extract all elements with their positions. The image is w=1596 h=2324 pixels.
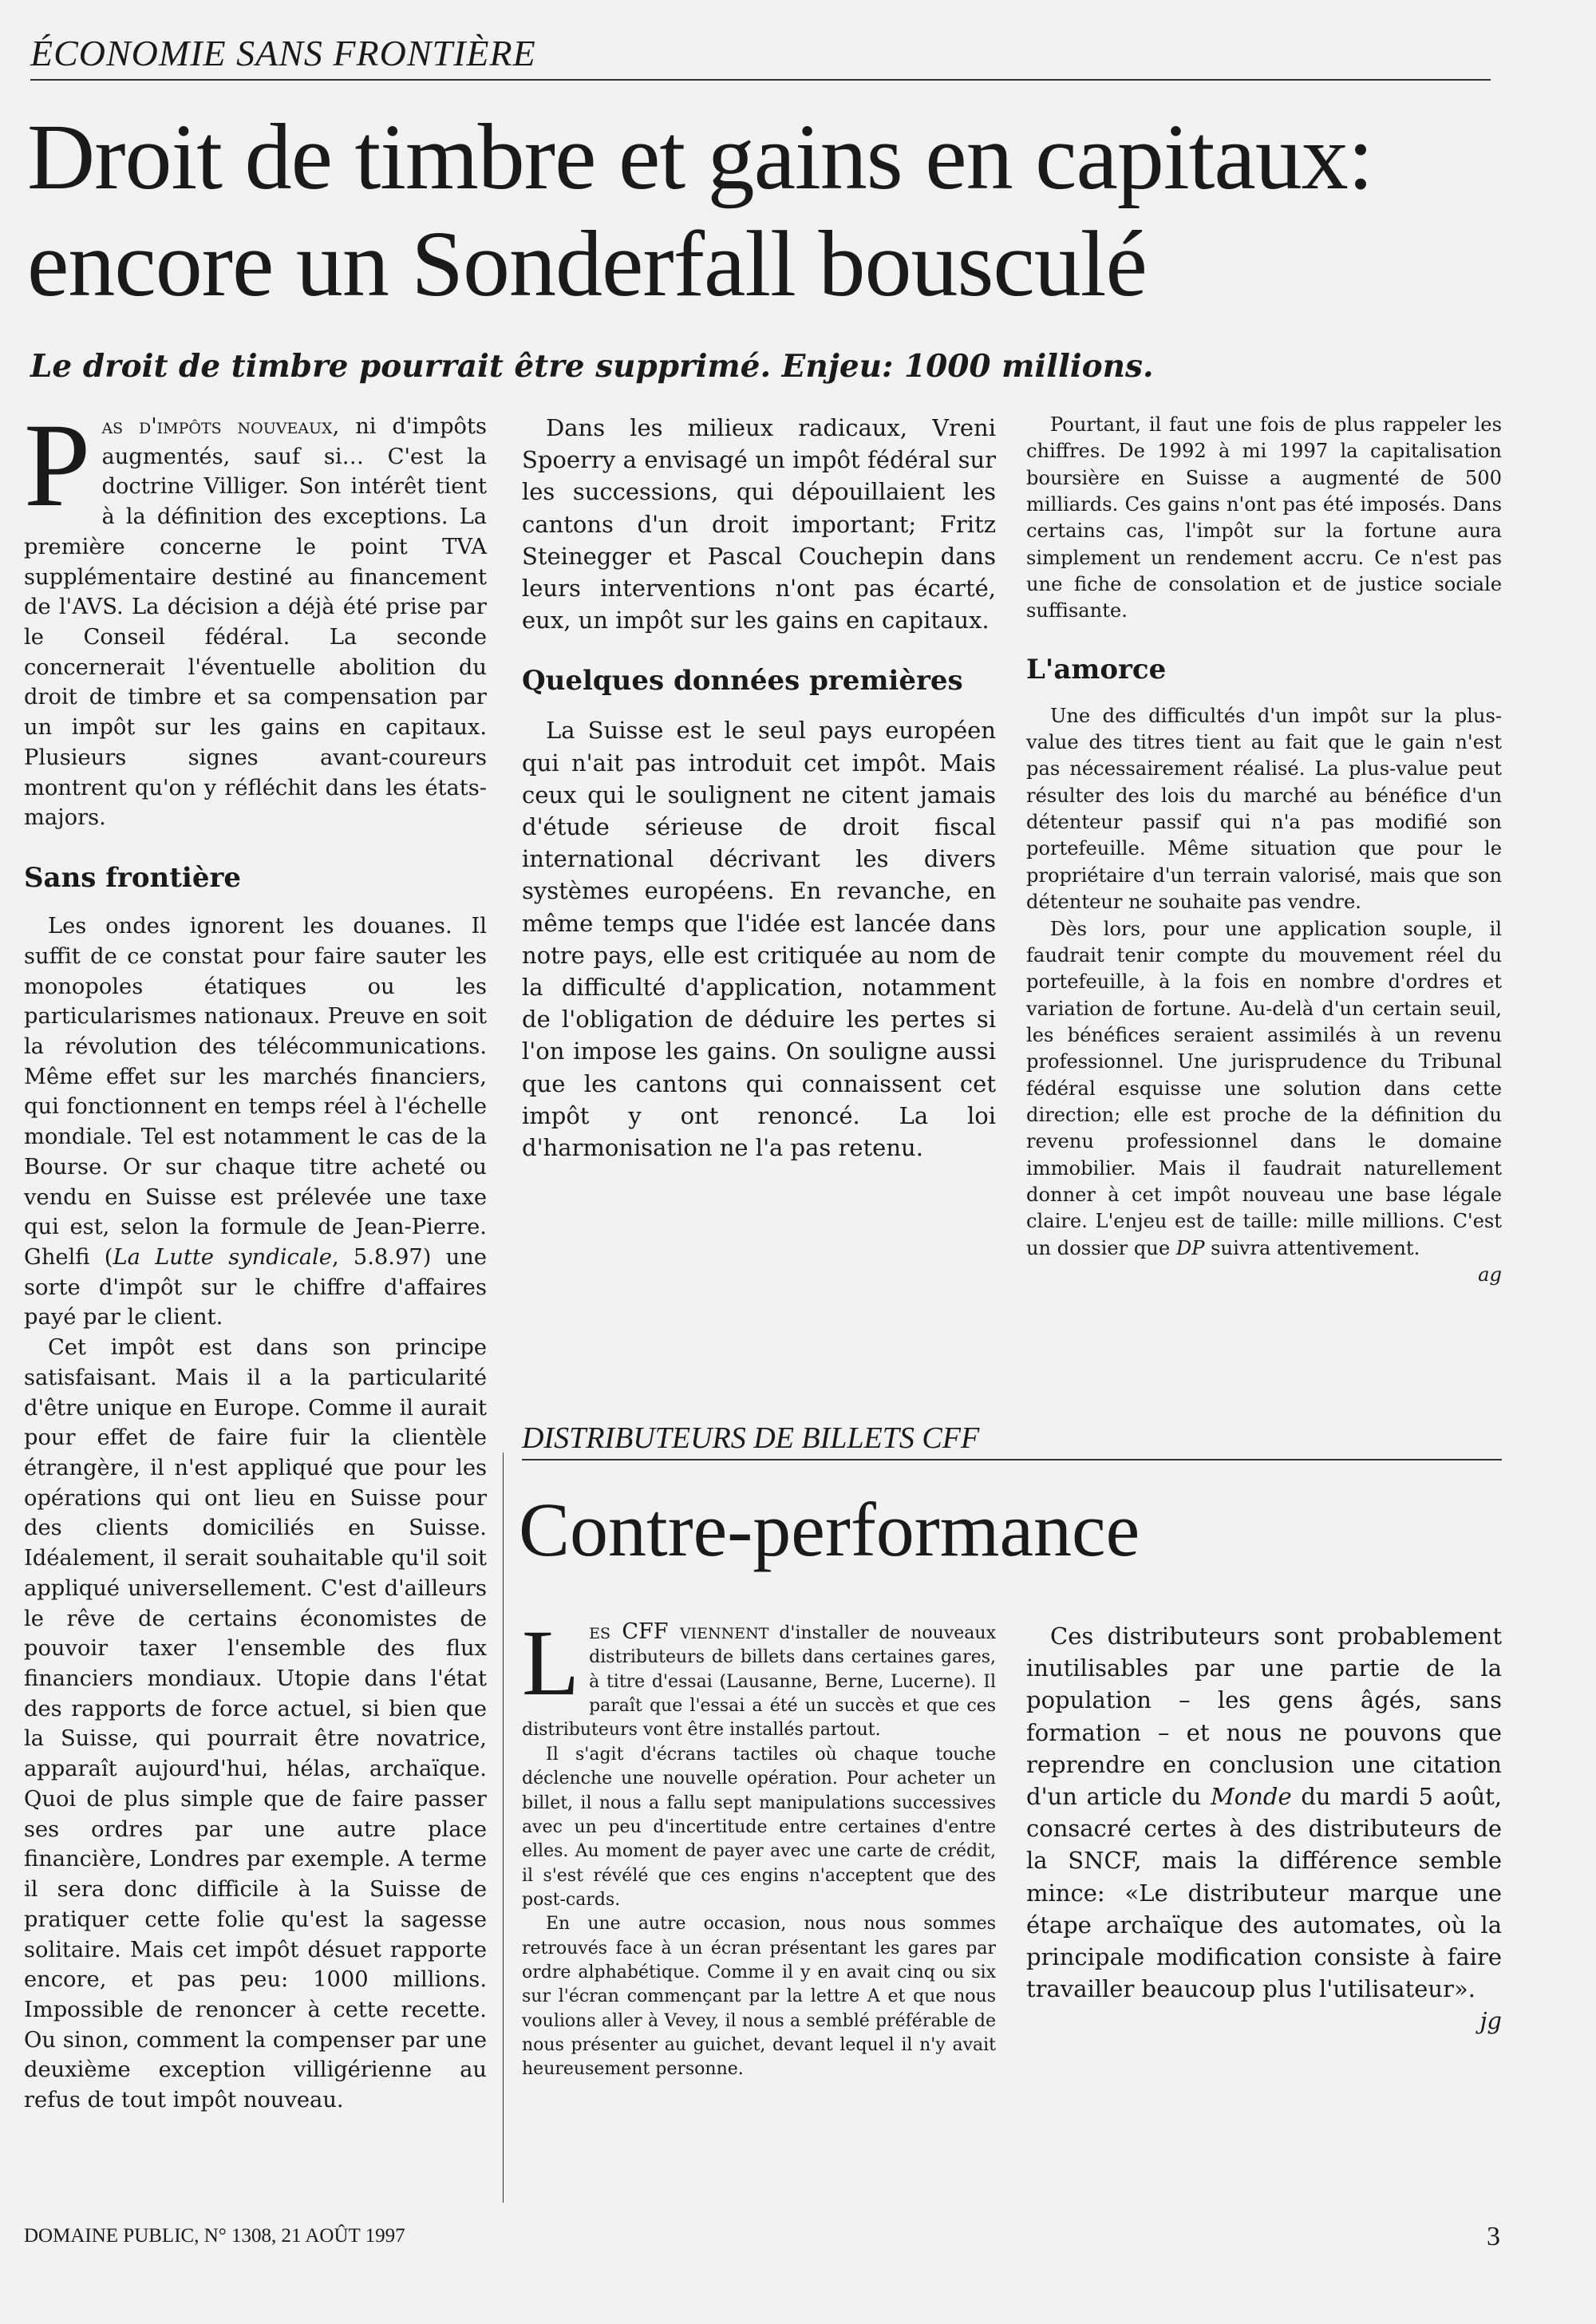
- paragraph: La Suisse est le seul pays européen qui n'ait pas introduit cet impôt. Mais ceux qui le soulignent ne citent jamais d'étude sérieuse de droit fiscal international décrivant les divers systèmes européens. En revanche, en même temps que l'idée est lancée dans notre pays, elle est critiquée au nom de la difficulté d'application, notamment de l'obligation de déduire les pertes si l'on impose les gains. On souligne aussi que les cantons qui connaissent cet impôt y ont renoncé. La loi d'harmonisation ne l'a pas retenu.: [522, 717, 996, 1162]
- intro-text: , ni d'impôts augmentés, sauf si… C'est la doctrine Villiger. Son intérêt tient à la définition des exceptions. La première concerne le point TVA supplémentaire destiné au financement de l'AVS. La décision a déjà été prise par le Conseil fédéral. La seconde concernerait l'éventuelle abolition du droit de timbre et sa compensation par un impôt sur les gains en capitaux. Plusieurs signes avant-coureurs montrent qu'on y réfléchit dans les états-majors.: [24, 414, 487, 831]
- section-rubric-2: DISTRIBUTEURS DE BILLETS CFF: [522, 1421, 1502, 1460]
- lead-smallcaps: as d'impôts nouveaux: [101, 414, 333, 439]
- article2-column-2: [1026, 1620, 1502, 2037]
- paragraph: Dans les milieux radicaux, Vreni Spoerry a envisagé un impôt fédéral sur les successions, qui dépouillaient les cantons d'un droit important; Fritz Steinegger et Pascal Couchepin dans leurs interventions n'ont pas écarté, eux, un impôt sur les gains en capitaux.: [522, 414, 996, 634]
- paragraph-text: , 5.8.97) une sorte d'impôt sur le chiffre d'affaires payé par le client.: [24, 1244, 487, 1330]
- page-footer: [24, 2222, 1500, 2251]
- section-heading: Quelques données premières: [522, 665, 963, 698]
- paragraph: Cet impôt est dans son principe satisfaisant. Mais il a la particularité d'être unique en Europe. Comme il aurait pour effet de faire fuir la clientèle étrangère, il n'est appliqué que pour les opérations qui ont lieu en Suisse pour des clients domiciliés en Suisse. Idéalement, il serait souhaitable qu'il soit appliqué universellement. C'est d'ailleurs le rêve de certains économistes de pouvoir taxer l'ensemble des flux financiers mondiaux. Utopie dans l'état des rapports de force actuel, si bien que la Suisse, qui pourrait être novatrice, apparaît aujourd'hui, hélas, archaïque. Quoi de plus simple que de faire passer ses ordres par une autre place financière, Londres par exemple. A terme il sera donc difficile à la Suisse de pratiquer cette folie qu'est la sagesse solitaire. Mais cet impôt désuet rapporte encore, et pas peu: 1000 millions. Impossible de renoncer à cette recette. Ou sinon, comment la compenser par une deuxième exception villigérienne au refus de tout impôt nouveau.: [24, 1335, 487, 2113]
- paragraph: En une autre occasion, nous nous sommes retrouvés face à un écran présentant les gares par ordre alphabétique. Comme il y en avait cinq ou six sur l'écran commençant par la lettre A et que nous voulions aller à Vevey, il nous a semblé préférable de nous présenter au guichet, devant lequel il n'y avait heureusement personne.: [522, 1914, 996, 2080]
- paragraph: Pourtant, il faut une fois de plus rappeler les chiffres. De 1992 à mi 1997 la capitalisation boursière en Suisse a augmenté de 500 milliards. Ces gains n'ont pas été imposés. Dans certains cas, l'impôt sur la fortune aura simplement un rendement accru. Ce n'est pas une fiche de consolation et de justice sociale suffisante.: [1026, 413, 1502, 622]
- citation: La Lutte syndicale: [113, 1244, 332, 1270]
- paragraph: [24, 911, 487, 1333]
- paragraph-text: Dès lors, pour une application souple, il faudrait tenir compte du mouvement réel du portefeuille, à la fois en nombre d'ordres et variation de fortune. Au-delà d'un certain seuil, les bénéfices seraient assimilés à un revenu professionnel. Une jurisprudence du Tribunal fédéral esquisse une solution dans cette direction; elle est proche de la définition du revenu professionnel dans le domaine immobilier. Mais il faudrait naturellement donner à cet impôt nouveau une base légale claire. L'enjeu est de taille: mille millions. C'est un dossier que: [1026, 917, 1502, 1259]
- paragraph-text: Ces distributeurs sont probablement inutilisables par une partie de la population – les gens âgés, sans formation – et nous ne pouvons que reprendre en conclusion une citation d'un article du: [1026, 1622, 1502, 1811]
- headline-line-2: encore un Sonderfall bousculé: [27, 211, 1147, 316]
- paragraph-text: suivra attentivement.: [1204, 1236, 1420, 1259]
- lead-smallcaps: es CFF viennent: [589, 1619, 769, 1644]
- citation: Monde: [1211, 1783, 1292, 1811]
- article-column-2: [522, 412, 996, 1164]
- author-signature: ag: [1478, 1263, 1502, 1286]
- article-headline: [27, 104, 1543, 318]
- column-divider: [503, 1452, 504, 2203]
- headline-line-1: Droit de timbre et gains en capitaux:: [27, 105, 1373, 209]
- section-heading: Sans frontière: [24, 862, 242, 895]
- article2-column-1: [522, 1611, 996, 2082]
- author-signature: jg: [1479, 2007, 1502, 2035]
- drop-cap: L: [522, 1611, 580, 1715]
- publication-info: DOMAINE PUBLIC, N° 1308, 21 AOÛT 1997: [24, 2225, 405, 2247]
- article-deck: Le droit de timbre pourrait être supprimé. Enjeu: 1000 millions.: [30, 348, 1154, 385]
- paragraph: Une des difficultés d'un impôt sur la plus-value des titres tient au fait que le gain n'est pas nécessairement réalisé. La plus-value peut résulter des lois du marché au bénéfice d'un détenteur passif qui n'a pas modifié son portefeuille. Même situation que pour le propriétaire d'un terrain valorisé, mais que son détenteur ne souhaite pas vendre.: [1026, 704, 1502, 914]
- intro-text: d'installer de nouveaux distributeurs de billets dans certaines gares, à titre d'essai (Lausanne, Berne, Lucerne). Il paraît que l'essai a été un succès et que ces distributeurs vont être installés partout.: [522, 1623, 996, 1741]
- drop-cap: P: [24, 399, 91, 532]
- intro-paragraph: [522, 1611, 996, 1743]
- article-column-3: [1026, 412, 1502, 1288]
- section-heading: L'amorce: [1026, 653, 1167, 686]
- dp-abbrev: DP: [1175, 1236, 1205, 1259]
- paragraph: [1026, 916, 1502, 1262]
- paragraph-text: du mardi 5 août, consacré certes à des distributeurs de la SNCF, mais la différence semble mince: «Le distributeur marque une étape archaïque des automates, où la principale modification consiste à faire travailler beaucoup plus l'utilisateur».: [1026, 1783, 1502, 2003]
- article-headline-2: Contre-performance: [519, 1487, 1140, 1572]
- paragraph: [1026, 1620, 1502, 2005]
- paragraph: Il s'agit d'écrans tactiles où chaque touche déclenche une nouvelle opération. Pour acheter un billet, il nous a fallu sept manipulations successives avec un peu d'incertitude entre certaines d'entre elles. Au moment de payer avec une carte de crédit, il s'est révélé que ces engins n'acceptent que des post-cards.: [522, 1744, 996, 1910]
- intro-paragraph: [24, 399, 487, 833]
- paragraph-text: Les ondes ignorent les douanes. Il suffit de ce constat pour faire sauter les monopoles étatiques ou les particularismes nationaux. Preuve en soit la révolution des télécommunications. Même effet sur les marchés financiers, qui fonctionnent en temps réel à l'échelle mondiale. Tel est notamment le cas de la Bourse. Or sur chaque titre acheté ou vendu en Suisse est prélevée une taxe qui est, selon la formule de Jean-Pierre. Ghelfi (: [24, 914, 487, 1270]
- section-rubric: ÉCONOMIE SANS FRONTIÈRE: [30, 32, 1491, 81]
- page-number: 3: [1487, 2222, 1500, 2251]
- article-column-1: [24, 399, 487, 2116]
